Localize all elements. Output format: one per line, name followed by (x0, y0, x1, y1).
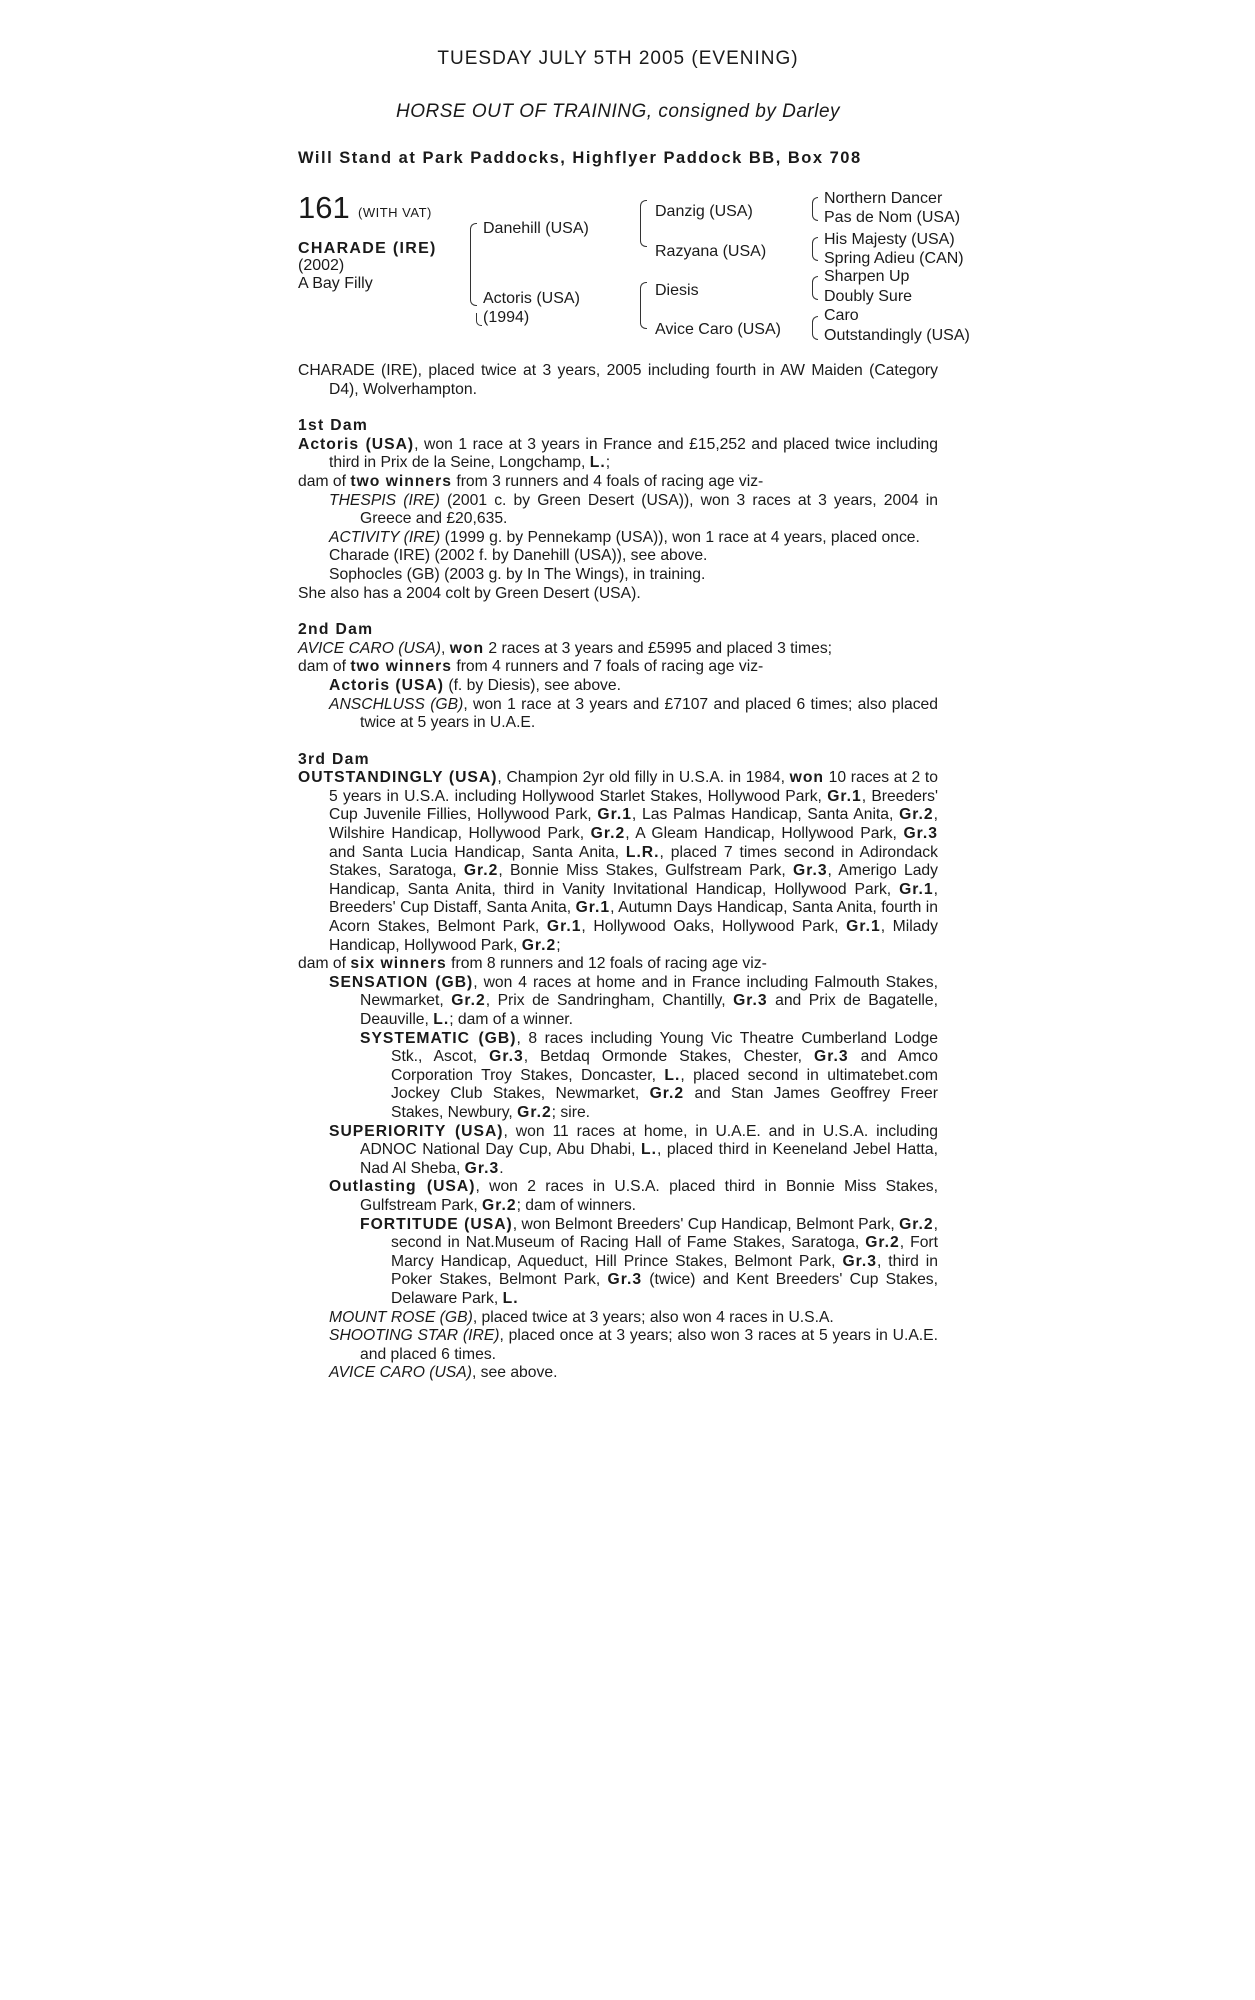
pedigree-sire-dam: Razyana (USA) (655, 243, 767, 260)
pedigree-sire: Danehill (USA) (483, 220, 589, 237)
dam-produce-line: dam of two winners from 4 runners and 7 foals of racing age viz- (298, 658, 764, 676)
stand-location: Will Stand at Park Paddocks, Highflyer Paddock BB, Box 708 (298, 149, 862, 167)
pedigree-brace (640, 200, 647, 223)
produce-entry: Actoris (USA) (f. by Diesis), see above. (329, 676, 621, 694)
pedigree-ancestor: Doubly Sure (824, 288, 913, 305)
produce-entry: THESPIS (IRE) (2001 c. by Green Desert (USA)), won 3 races at 3 years, 2004 in Greece and £20,635. (329, 491, 938, 528)
dam-produce-line: dam of two winners from 3 runners and 4 foals of racing age viz- (298, 472, 764, 490)
produce-entry: Charade (IRE) (2002 f. by Danehill (USA)), see above. (329, 547, 708, 565)
dam-name: OUTSTANDINGLY (USA) (298, 769, 498, 787)
produce-entry: ACTIVITY (IRE) (1999 g. by Pennekamp (USA)), won 1 race at 4 years, placed once. (329, 528, 920, 546)
pedigree-notes (298, 362, 938, 1383)
pedigree-brace (640, 304, 647, 329)
produce-entry: Sophocles (GB) (2003 g. by In The Wings), in training. (329, 565, 706, 583)
dam-record: AVICE CARO (USA), won 2 races at 3 years and £5995 and placed 3 times; (298, 639, 833, 657)
produce-entry: FORTITUDE (USA), won Belmont Breeders' Cup Handicap, Belmont Park, Gr.2, second in Nat.Museum of Racing Hall of Fame Stakes, Saratoga, Gr.2, Fort Marcy Handicap, Aqueduct, Hill Prince Stakes, Belmont Park, Gr.3, third in Poker Stakes, Belmont Park, Gr.3 (twice) and Kent Breeders' Cup Stakes, Delaware Park, L. (360, 1215, 939, 1307)
dam-name: Actoris (USA) (298, 435, 415, 453)
lot-number: 161 (298, 190, 350, 225)
pedigree-ancestor: Outstandingly (USA) (824, 327, 970, 344)
pedigree-brace (470, 263, 477, 306)
produce-entry: SENSATION (GB), won 4 races at home and in France including Falmouth Stakes, Newmarket, Gr.2, Prix de Sandringham, Chantilly, Gr.3 and Prix de Bagatelle, Deauville, L.; dam of a winner. (329, 973, 938, 1028)
pedigree-brace (812, 287, 818, 300)
pedigree-ancestor: Sharpen Up (824, 268, 910, 285)
dam-name: AVICE CARO (USA) (298, 639, 441, 657)
produce-entry: SUPERIORITY (USA), won 11 races at home, in U.A.E. and in U.S.A. including ADNOC National Day Cup, Abu Dhabi, L., placed third in Keeneland Jebel Hatta, Nad Al Sheba, Gr.3. (329, 1122, 938, 1177)
horse-description: A Bay Filly (298, 275, 373, 292)
dam-record: Actoris (USA), won 1 race at 3 years in France and £15,252 and placed twice including third in Prix de la Seine, Longchamp, L.; (298, 435, 939, 472)
produce-note: She also has a 2004 colt by Green Desert (USA). (298, 584, 641, 602)
produce-entry: AVICE CARO (USA), see above. (329, 1364, 558, 1382)
pedigree-ancestor: Caro (824, 307, 859, 324)
produce-entry: SHOOTING STAR (IRE), placed once at 3 years; also won 3 races at 5 years in U.A.E. and placed 6 times. (329, 1327, 938, 1363)
pedigree-sire-sire: Danzig (USA) (655, 203, 753, 220)
pedigree-brace (812, 327, 818, 340)
produce-entry: Outlasting (USA), won 2 races in U.S.A. placed third in Bonnie Miss Stakes, Gulfstream Park, Gr.2; dam of winners. (329, 1178, 938, 1214)
vat-note: (WITH VAT) (358, 205, 432, 220)
sale-date: TUESDAY JULY 5TH 2005 (EVENING) (437, 48, 799, 69)
dam-record: OUTSTANDINGLY (USA), Champion 2yr old filly in U.S.A. in 1984, won 10 races at 2 to 5 years in U.S.A. including Hollywood Starlet Stakes, Hollywood Park, Gr.1, Breeders' Cup Juvenile Fillies, Hollywood Park, Gr.1, Las Palmas Handicap, Santa Anita, Gr.2, Wilshire Handicap, Hollywood Park, Gr.2, A Gleam Handicap, Hollywood Park, Gr.3 and Santa Lucia Handicap, Santa Anita, L.R., placed 7 times second in Adirondack Stakes, Saratoga, Gr.2, Bonnie Miss Stakes, Gulfstream Park, Gr.3, Amerigo Lady Handicap, Santa Anita, third in Vanity Invitational Handicap, Hollywood Park, Gr.1, Breeders' Cup Distaff, Santa Anita, Gr.1, Autumn Days Handicap, Santa Anita, fourth in Acorn Stakes, Belmont Park, Gr.1, Hollywood Oaks, Hollywood Park, Gr.1, Milady Handicap, Hollywood Park, Gr.2; (298, 769, 939, 954)
pedigree-ancestor: His Majesty (USA) (824, 231, 955, 248)
pedigree-brace (476, 313, 482, 326)
pedigree-ancestor: Northern Dancer (824, 190, 943, 207)
pedigree-dam-dam: Avice Caro (USA) (655, 321, 781, 338)
pedigree-ancestor: Spring Adieu (CAN) (824, 250, 964, 267)
consignment-line: HORSE OUT OF TRAINING, consigned by Darley (395, 101, 841, 122)
pedigree-brace (640, 222, 647, 247)
dam-produce-line: dam of six winners from 8 runners and 12 foals of racing age viz- (298, 955, 767, 973)
produce-entry: SYSTEMATIC (GB), 8 races including Young Vic Theatre Cumberland Lodge Stk., Ascot, Gr.3, Betdaq Ormonde Stakes, Chester, Gr.3 and Amco Corporation Troy Stakes, Doncaster, L., placed second in ultimatebet.com Jockey Club Stakes, Newmarket, Gr.2 and Stan James Geoffrey Freer Stakes, Newbury, Gr.2; sire. (360, 1029, 938, 1121)
horse-year: (2002) (298, 257, 345, 274)
section-heading-1st-dam: 1st Dam (298, 417, 369, 435)
pedigree-dam: Actoris (USA) (483, 290, 580, 307)
horse-name: CHARADE (IRE) (298, 240, 437, 257)
pedigree-dam-sire: Diesis (655, 282, 699, 299)
pedigree-dam-year: (1994) (483, 309, 530, 326)
horse-summary: CHARADE (IRE), placed twice at 3 years, 2005 including fourth in AW Maiden (Category D4), Wolverhampton. (298, 362, 938, 398)
pedigree-brace (470, 223, 477, 264)
pedigree-brace (812, 208, 818, 221)
pedigree-brace (812, 248, 818, 261)
pedigree-ancestor: Pas de Nom (USA) (824, 209, 961, 226)
pedigree-brace (640, 282, 647, 305)
section-heading-3rd-dam: 3rd Dam (298, 750, 370, 768)
produce-entry: MOUNT ROSE (GB), placed twice at 3 years; also won 4 races in U.S.A. (329, 1308, 834, 1326)
section-heading-2nd-dam: 2nd Dam (298, 621, 374, 639)
produce-entry: ANSCHLUSS (GB), won 1 race at 3 years and £7107 and placed 6 times; also placed twice at 5 years in U.A.E. (329, 695, 938, 732)
